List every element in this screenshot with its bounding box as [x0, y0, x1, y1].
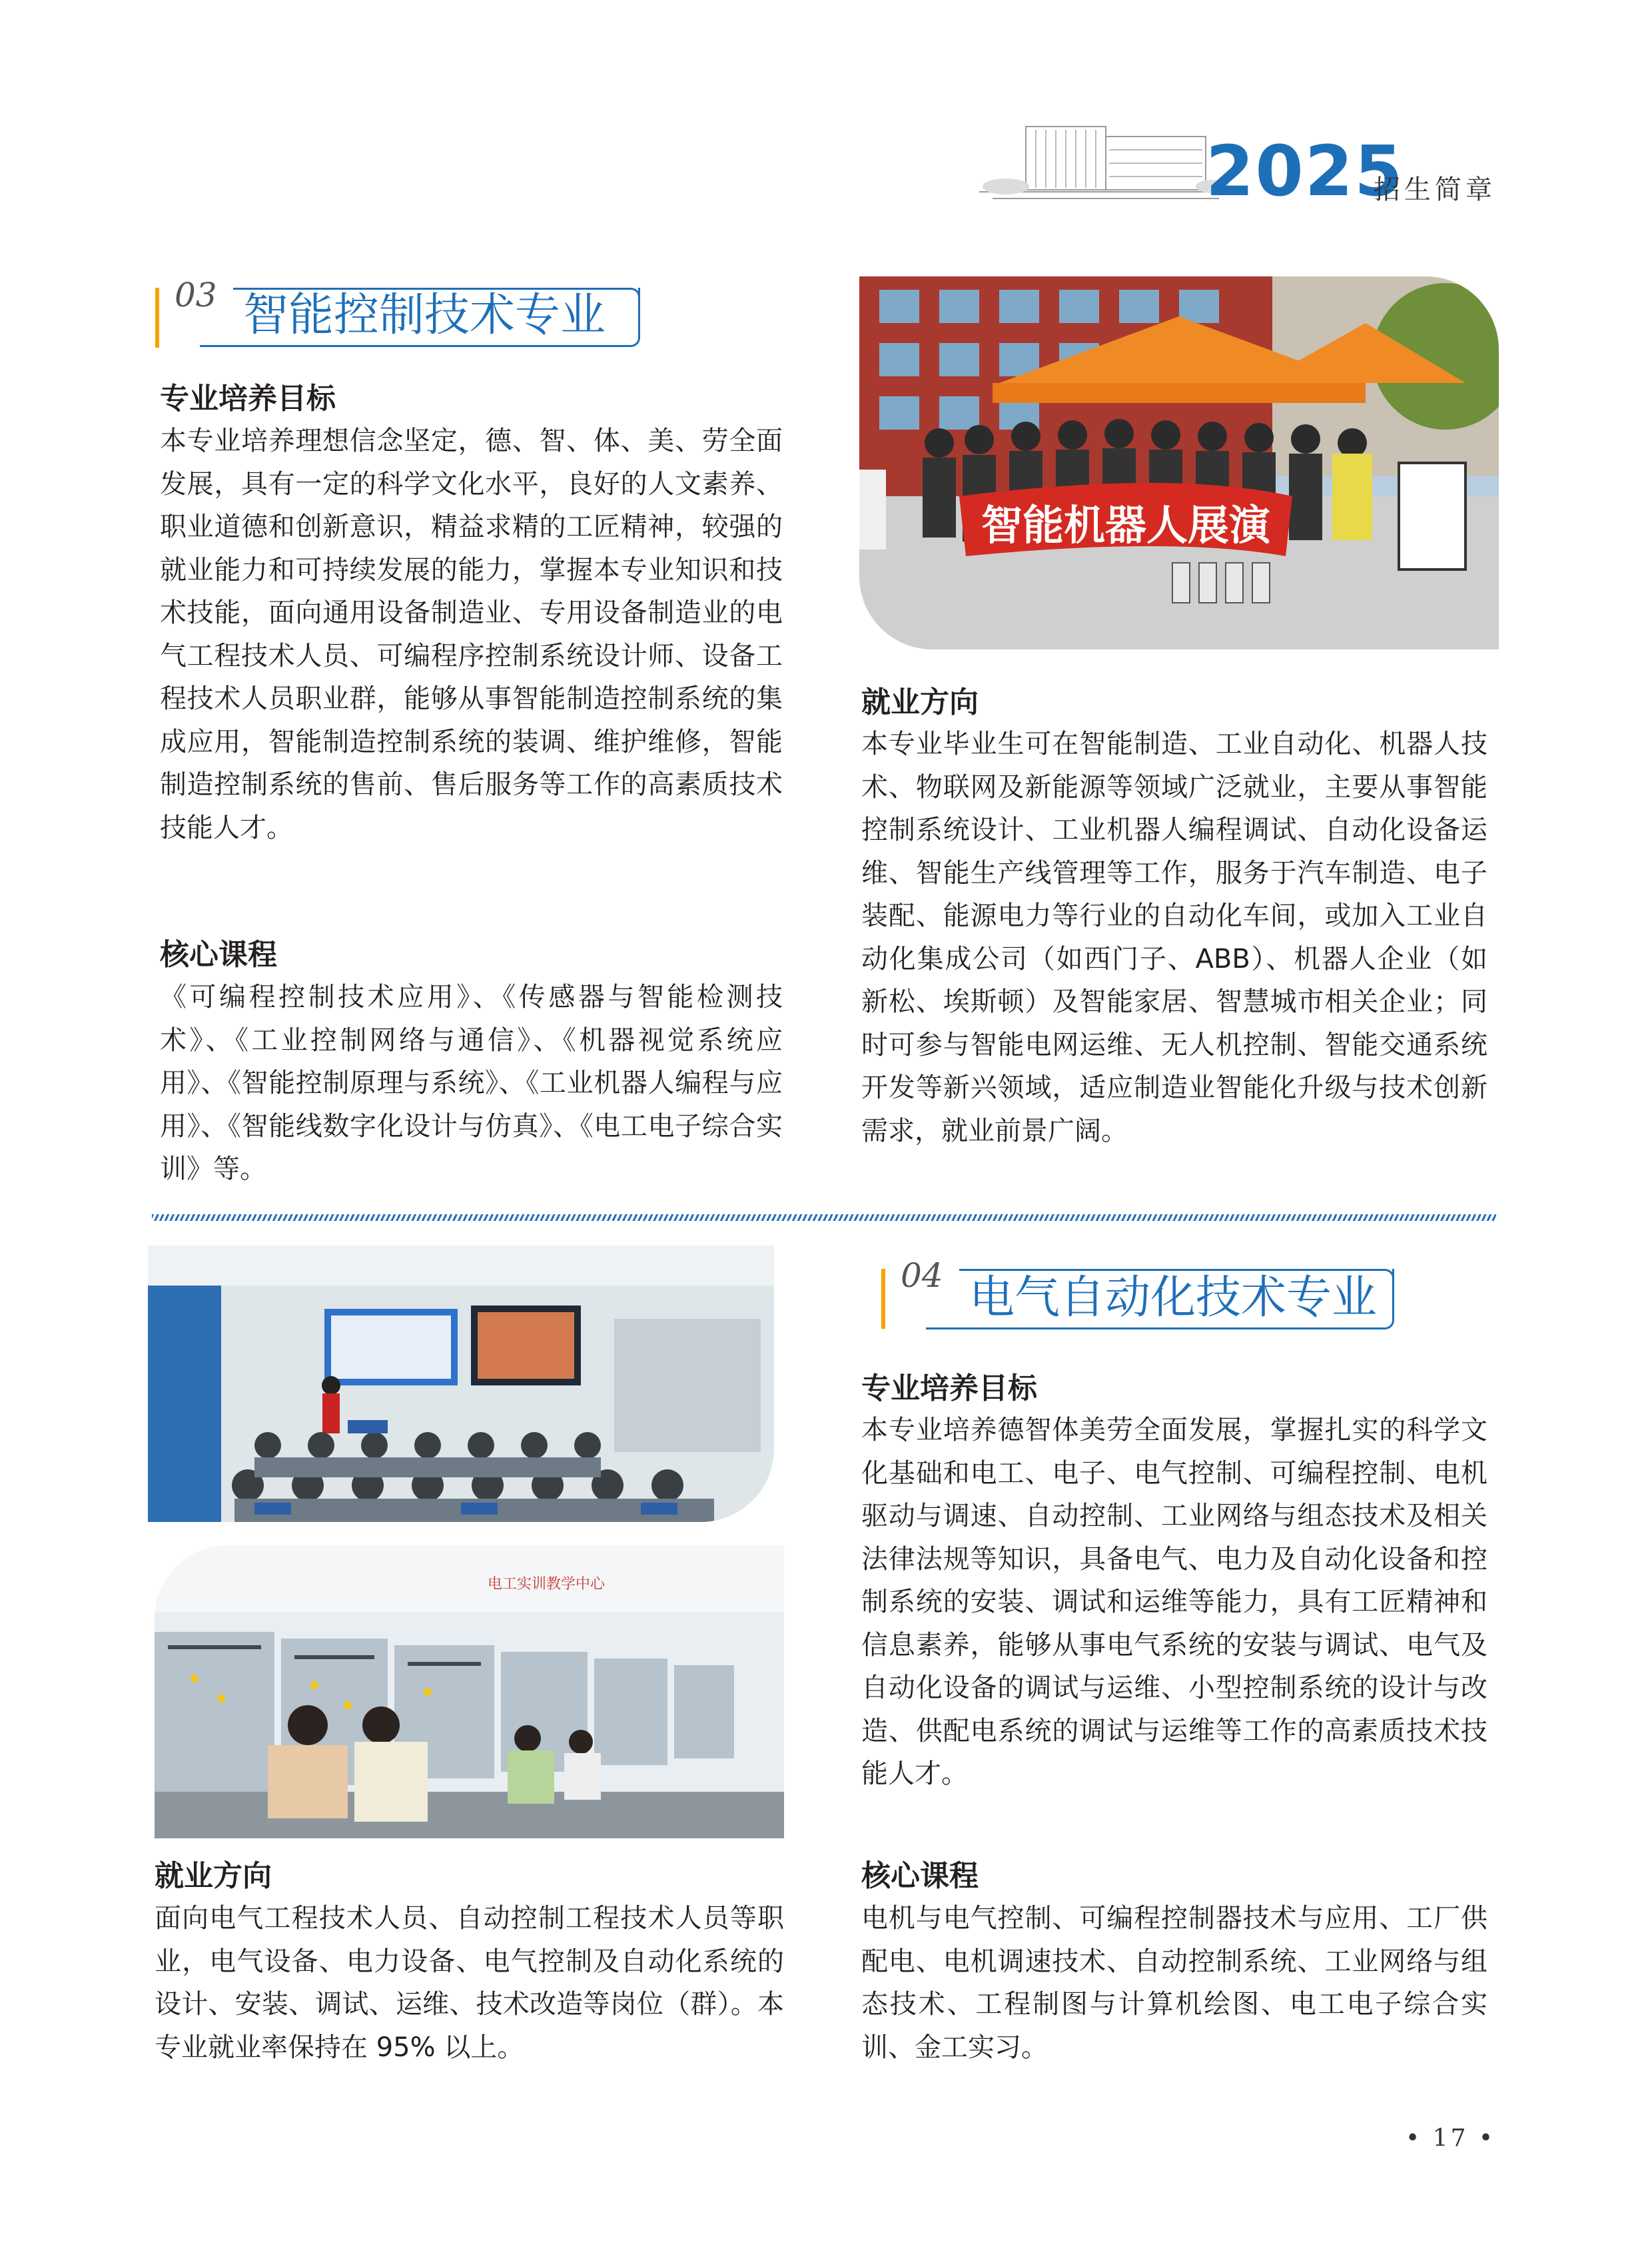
goal-text: 本专业培养理想信念坚定，德、智、体、美、劳全面发展，具有一定的科学文化水平，良好的人文素养、职业道德和创新意识，精益求精的工匠精神，较强的就业能力和可持续发展的能力，掌握本专业知识和技术技能，面向通用设备制造业、专用设备制造业的电气工程技术人员、可编程序控制系统设计师、设备工程技术人员职业群，能够从事智能制造控制系统的集成应用，智能制造控制系统的装调、维护维修，智能制造控制系统的售前、售后服务等工作的高素质技术技能人才。 [160, 426, 783, 843]
goal-text: 本专业培养德智体美劳全面发展，掌握扎实的科学文化基础和电工、电子、电气控制、可编程控制、电机驱动与调速、自动控制、工业网络与组态技术及相关法律法规等知识，具备电气、电力及自动化设备和控制系统的安装、调试和运维等能力，具有工匠精神和信息素养，能够从事电气系统的安装与调试、电气及自动化设备的调试与运维、小型控制系统的设计与改造、供配电系统的调试与运维等工作的高素质技术技能人才。 [861, 1415, 1487, 1789]
section-title: 智能控制技术专业 [243, 289, 606, 342]
course-heading: 核心课程 [861, 1859, 979, 1893]
section-accent-bar [881, 1269, 885, 1329]
goal-heading: 专业培养目标 [861, 1371, 1037, 1405]
job-text: 面向电气工程技术人员、自动控制工程技术人员等职业，电气设备、电力设备、电气控制及自动化系统的设计、安装、调试、运维、技术改造等岗位（群）。本专业就业率保持在 95% 以上。 [155, 1903, 784, 2063]
classroom-photo [148, 1246, 774, 1522]
section-title: 电气自动化技术专业 [969, 1272, 1378, 1324]
section-number: 04 [901, 1256, 943, 1295]
goal-heading: 专业培养目标 [160, 382, 336, 416]
section-accent-bar [155, 288, 159, 348]
section-divider [152, 1214, 1496, 1221]
building-illustration [979, 113, 1232, 213]
lab-photo [155, 1545, 784, 1838]
photo-banner-text: 智能机器人展演 [981, 501, 1271, 550]
course-text: 电机与电气控制、可编程控制器技术与应用、工厂供配电、电机调速技术、自动控制系统、工业网络与组态技术、工程制图与计算机绘图、电工电子综合实训、金工实习。 [861, 1903, 1487, 2063]
section-number: 03 [175, 276, 217, 314]
lab-sign: 电工实训教学中心 [488, 1576, 606, 1593]
header-subtitle: 招生简章 [1374, 175, 1496, 205]
header-year: 2025 [1206, 131, 1404, 212]
job-text: 本专业毕业生可在智能制造、工业自动化、机器人技术、物联网及新能源等领域广泛就业，主要从事智能控制系统设计、工业机器人编程调试、自动化设备运维、智能生产线管理等工作，服务于汽车制造、电子装配、能源电力等行业的自动化车间，或加入工业自动化集成公司（如西门子、ABB）、机器人企业（如新松、埃斯顿）及智能家居、智慧城市相关企业；同时可参与智能电网运维、无人机控制、智能交通系统开发等新兴领域，适应制造业智能化升级与技术创新需求，就业前景广阔。 [861, 729, 1487, 1146]
page-number: • 17 • [1406, 2125, 1496, 2152]
course-heading: 核心课程 [160, 938, 277, 972]
job-heading: 就业方向 [155, 1859, 272, 1893]
course-text: 《可编程控制技术应用》、《传感器与智能检测技术》、《工业控制网络与通信》、《机器视觉系统应用》、《智能控制原理与系统》、《工业机器人编程与应用》、《智能线数字化设计与仿真》、《电工电子综合实训》等。 [160, 982, 783, 1184]
robot-show-photo [859, 276, 1499, 649]
job-heading: 就业方向 [861, 685, 979, 719]
